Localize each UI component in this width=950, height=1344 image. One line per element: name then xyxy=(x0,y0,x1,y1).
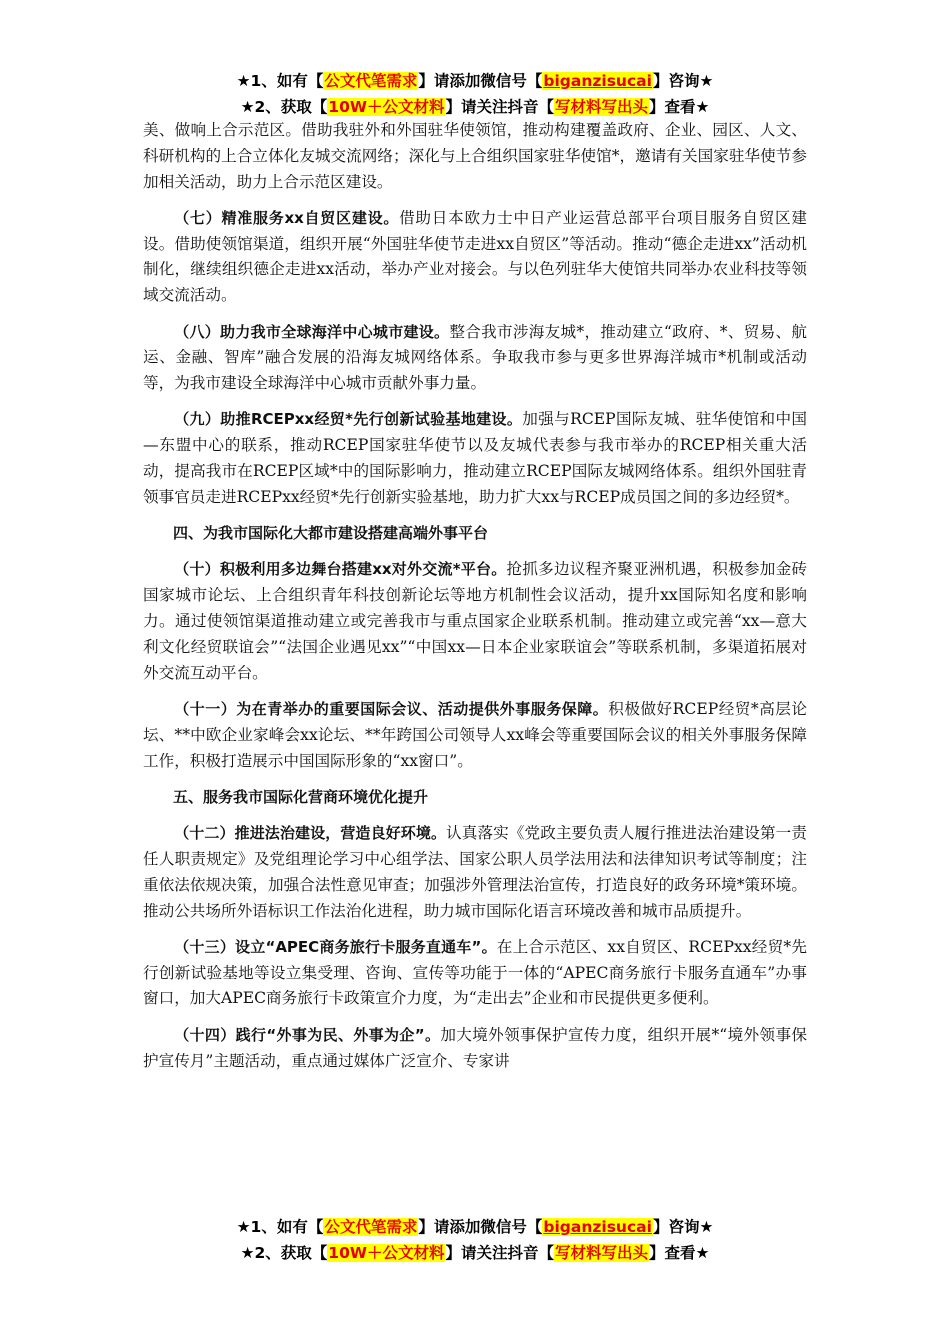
paragraph xyxy=(143,697,807,774)
promo-text: 】咨询★ xyxy=(652,1218,714,1236)
wechat-id-highlight: biganzisucai xyxy=(543,1218,652,1236)
wechat-id-highlight: biganzisucai xyxy=(543,72,652,90)
promo-text: 】请关注抖音【 xyxy=(445,1244,554,1262)
promo-text: 】请添加微信号【 xyxy=(418,72,543,90)
promo-text: 】查看★ xyxy=(648,98,710,116)
paragraph xyxy=(143,821,807,924)
promo-highlight: 10W＋公文材料 xyxy=(328,98,445,116)
promo-text: 】咨询★ xyxy=(652,72,714,90)
promo-text: ★1、如有【 xyxy=(236,1218,324,1236)
paragraph xyxy=(143,118,807,195)
paragraph xyxy=(143,407,807,510)
paragraph xyxy=(143,557,807,686)
paragraph-heading: （十三）设立“APEC商务旅行卡服务直通车”。 xyxy=(174,937,497,956)
paragraph-text: 加强与RCEP国际友城、驻华使馆和中国—东盟中心的联系，推动RCEP国家驻华使节以及友城代表参与我市举办的RCEP相关重大活动，提高我市在RCEP区域*中的国际影响力，推动建立RCEP国际友城网络体系。组织外国驻青领事官员走进RCEPxx经贸*先行创新实验基地，助力扩大xx与RCEP成员国之间的多边经贸*。 xyxy=(143,410,807,506)
promo-highlight: 10W＋公文材料 xyxy=(328,1244,445,1262)
promo-text: ★1、如有【 xyxy=(236,72,324,90)
paragraph-text: 积极做好RCEP经贸*高层论坛、**中欧企业家峰会xx论坛、**年跨国公司领导人xx峰会等重要国际会议的相关外事服务保障工作，积极打造展示中国国际形象的“xx窗口”。 xyxy=(143,699,807,770)
paragraph xyxy=(143,935,807,1012)
promo-line-1 xyxy=(140,1214,810,1240)
promo-line-1 xyxy=(140,68,810,94)
promo-highlight: 公文代笔需求 xyxy=(324,72,418,90)
footer-promo-banner xyxy=(140,1214,810,1266)
paragraph xyxy=(143,1023,807,1075)
promo-line-2 xyxy=(140,94,810,120)
douyin-id-highlight: 写材料写出头 xyxy=(554,1244,648,1262)
promo-highlight: 公文代笔需求 xyxy=(324,1218,418,1236)
paragraph-text: 抢抓多边议程齐聚亚洲机遇，积极参加金砖国家城市论坛、上合组织青年科技创新论坛等地方机制性会议活动，提升xx国际知名度和影响力。通过使领馆渠道推动建立或完善我市与重点国家企业联系机制。推动建立或完善“xx—意大利文化经贸联谊会”“法国企业遇见xx”“中国xx—日本企业家联谊会”等联系机制，多渠道拓展对外交流互动平台。 xyxy=(143,560,807,682)
paragraph-heading: （九）助推RCEPxx经贸*先行创新试验基地建设。 xyxy=(174,410,523,429)
section-heading: 五、服务我市国际化营商环境优化提升 xyxy=(173,787,429,806)
paragraph-heading: （十一）为在青举办的重要国际会议、活动提供外事服务保障。 xyxy=(174,699,609,718)
paragraph-text: 整合我市涉海友城*，推动建立“政府、*、贸易、航运、金融、智库”融合发展的沿海友城网络体系。争取我市参与更多世界海洋城市*机制或活动等，为我市建设全球海洋中心城市贡献外事力量。 xyxy=(143,322,807,393)
paragraph-heading: （十二）推进法治建设，营造良好环境。 xyxy=(174,824,447,843)
paragraph-heading: （七）精准服务xx自贸区建设。 xyxy=(174,208,400,227)
promo-line-2 xyxy=(140,1240,810,1266)
douyin-id-highlight: 写材料写出头 xyxy=(554,98,648,116)
paragraph-heading: （十）积极利用多边舞台搭建xx对外交流*平台。 xyxy=(174,560,507,579)
promo-text: 】查看★ xyxy=(648,1244,710,1262)
paragraph xyxy=(143,320,807,397)
paragraph-text: 在上合示范区、xx自贸区、RCEPxx经贸*先行创新试验基地等设立集受理、咨询、宣传等功能于一体的“APEC商务旅行卡服务直通车”办事窗口，加大APEC商务旅行卡政策宣介力度，为“走出去”企业和市民提供更多便利。 xyxy=(143,937,807,1008)
section-heading: 四、为我市国际化大都市建设搭建高端外事平台 xyxy=(173,524,489,543)
paragraph-text: 加大境外领事保护宣传力度，组织开展*“境外领事保护宣传月”主题活动，重点通过媒体广泛宣介、专家讲 xyxy=(143,1025,807,1070)
paragraph xyxy=(143,206,807,309)
paragraph-text: 美、做响上合示范区。借助我驻外和外国驻华使领馆，推动构建覆盖政府、企业、园区、人文、科研机构的上合立体化友城交流网络；深化与上合组织国家驻华使馆*，邀请有关国家驻华使节参加相关活动，助力上合示范区建设。 xyxy=(143,121,807,191)
paragraph-heading: （十四）践行“外事为民、外事为企”。 xyxy=(174,1025,441,1044)
document-body xyxy=(143,118,807,1085)
paragraph-heading: （八）助力我市全球海洋中心城市建设。 xyxy=(174,322,450,341)
promo-text: ★2、获取【 xyxy=(240,98,328,116)
paragraph-text: 认真落实《党政主要负责人履行推进法治建设第一责任人职责规定》及党组理论学习中心组学法、国家公职人员学法用法和法律知识考试等制度；注重依法依规决策，加强合法性意见审查；加强涉外管理法治宣传，打造良好的政务环境*策环境。推动公共场所外语标识工作法治化进程，助力城市国际化语言环境改善和城市品质提升。 xyxy=(143,824,807,920)
header-promo-banner xyxy=(140,68,810,120)
promo-text: ★2、获取【 xyxy=(240,1244,328,1262)
promo-text: 】请添加微信号【 xyxy=(418,1218,543,1236)
promo-text: 】请关注抖音【 xyxy=(445,98,554,116)
paragraph-text: 借助日本欧力士中日产业运营总部平台项目服务自贸区建设。借助使领馆渠道，组织开展“外国驻华使节走进xx自贸区”等活动。推动“德企走进xx”活动机制化，继续组织德企走进xx活动，举办产业对接会。与以色列驻华大使馆共同举办农业科技等领域交流活动。 xyxy=(143,208,807,305)
